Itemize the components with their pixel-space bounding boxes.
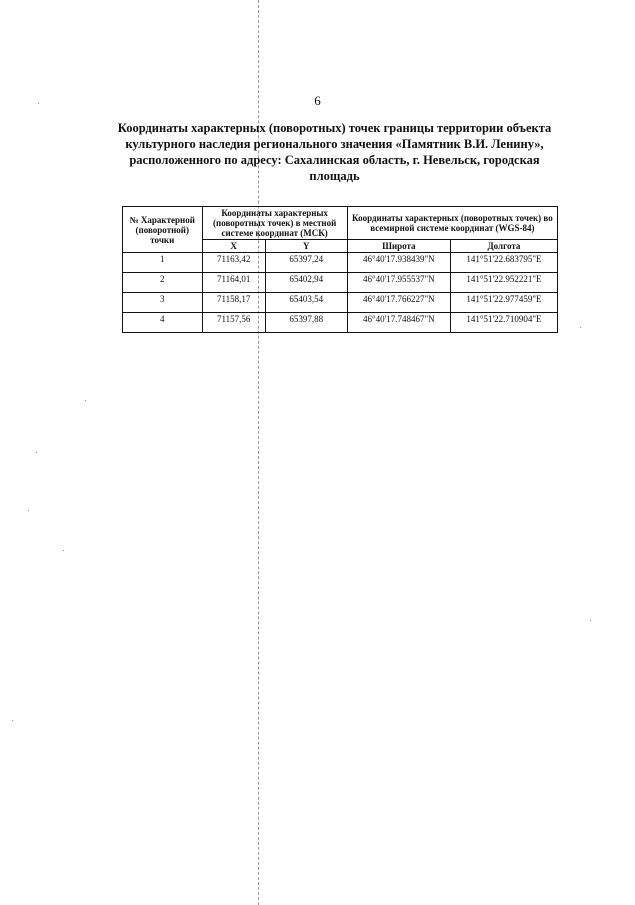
y-cell: 65402,94 (265, 273, 347, 293)
x-cell: 71164,01 (202, 273, 265, 293)
page-number: 6 (314, 93, 321, 108)
y-cell: 65403,54 (265, 293, 347, 313)
scan-speck (36, 452, 37, 453)
longitude-cell: 141°51'22.952221"E (450, 273, 557, 293)
x-cell: 71158,17 (202, 293, 265, 313)
document-title: Координаты характерных (поворотных) точек границы территории объекта культурного наследия регионального значения «Памятник В.И. Ленину», расположенного по адресу: Сахалинская область, г. Невельск, городская площадь (117, 121, 552, 183)
y-header: Y (265, 240, 347, 253)
table-header-row (123, 207, 558, 240)
scan-speck (590, 620, 591, 621)
x-cell: 71157,56 (202, 313, 265, 333)
point-number-cell: 2 (123, 273, 203, 293)
longitude-header: Долгота (450, 240, 557, 253)
scan-speck (85, 400, 86, 401)
latitude-cell: 46°40'17.766227"N (347, 293, 450, 313)
global-coordinates-header: Координаты характерных (поворотных точек) во всемирной системе координат (WGS-84) (347, 207, 557, 240)
x-cell: 71163,42 (202, 253, 265, 273)
latitude-header: Широта (347, 240, 450, 253)
latitude-cell: 46°40'17.748467"N (347, 313, 450, 333)
y-cell: 65397,88 (265, 313, 347, 333)
longitude-cell: 141°51'22.710904"E (450, 313, 557, 333)
local-coordinates-header: Координаты характерных (поворотных точек) в местной системе координат (МСК) (202, 207, 347, 240)
scan-speck (63, 550, 64, 551)
table-row (123, 253, 558, 273)
table-row (123, 293, 558, 313)
latitude-cell: 46°40'17.955537"N (347, 273, 450, 293)
point-number-cell: 4 (123, 313, 203, 333)
latitude-cell: 46°40'17.938439"N (347, 253, 450, 273)
scan-speck (580, 327, 581, 328)
point-number-header: № Характерной (поворотной) точки (123, 207, 203, 253)
longitude-cell: 141°51'22.977459"E (450, 293, 557, 313)
scan-speck (28, 510, 29, 511)
point-number-cell: 3 (123, 293, 203, 313)
coordinates-table (122, 206, 558, 333)
scan-speck (12, 720, 13, 721)
point-number-cell: 1 (123, 253, 203, 273)
longitude-cell: 141°51'22.683795"E (450, 253, 557, 273)
y-cell: 65397,24 (265, 253, 347, 273)
x-header: X (202, 240, 265, 253)
table-row (123, 313, 558, 333)
table-row (123, 273, 558, 293)
